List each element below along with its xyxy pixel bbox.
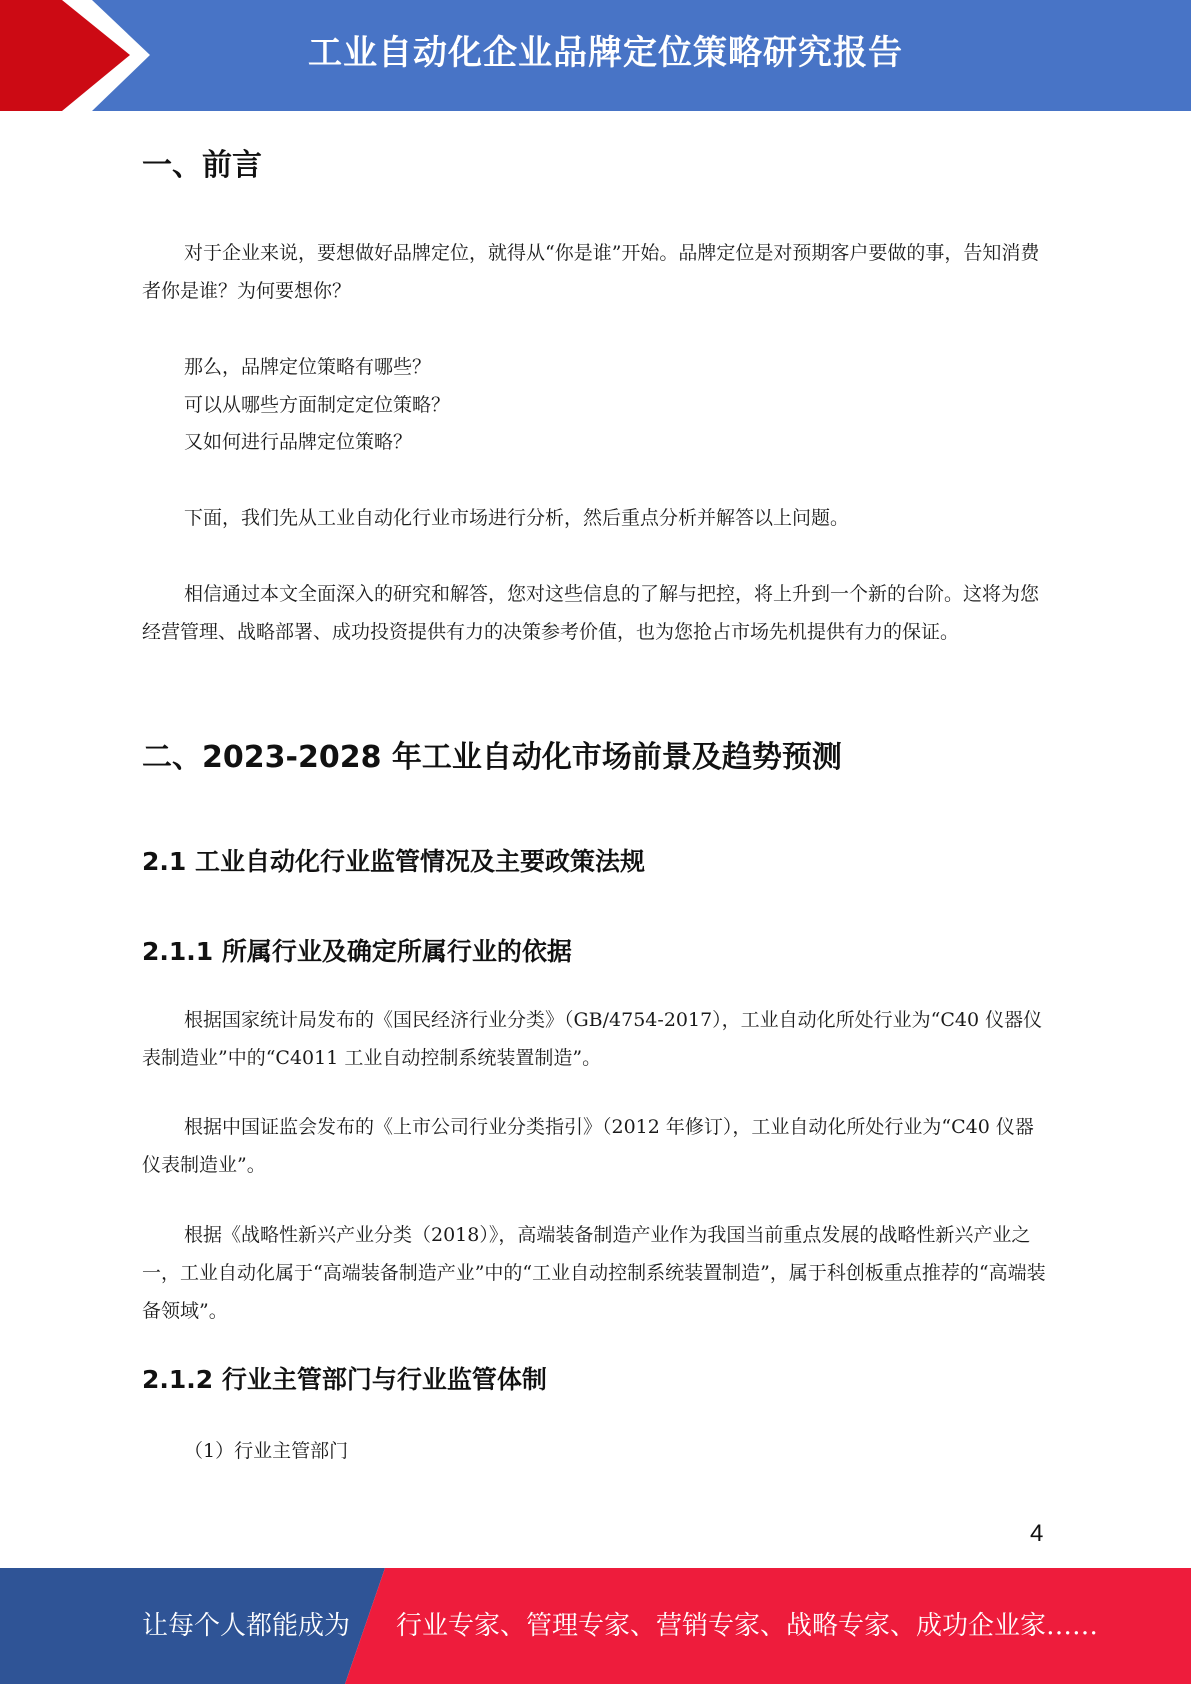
- footer-slogan-left: 让每个人都能成为: [142, 1611, 351, 1641]
- footer-banner: [0, 1568, 1191, 1684]
- paragraph: 根据《战略性新兴产业分类（2018）》，高端装备制造产业作为我国当前重点发展的战略性新兴产业之一，工业自动化属于“高端装备制造产业”中的“工业自动控制系统装置制造”，属于科创板重点推荐的“高端装备领域”。: [142, 1224, 1046, 1322]
- paragraph: 根据国家统计局发布的《国民经济行业分类》（GB/4754-2017），工业自动化所处行业为“C40 仪器仪表制造业”中的“C4011 工业自动控制系统装置制造”。: [142, 1009, 1043, 1069]
- paragraph: 根据中国证监会发布的《上市公司行业分类指引》（2012 年修订），工业自动化所处行业为“C40 仪器仪表制造业”。: [142, 1116, 1034, 1176]
- subsubsection-heading: 2.1.2 行业主管部门与行业监管体制: [142, 1365, 547, 1394]
- list-item: （1）行业主管部门: [184, 1440, 349, 1462]
- paragraph: 相信通过本文全面深入的研究和解答，您对这些信息的了解与把控，将上升到一个新的台阶。这将为您经营管理、战略部署、成功投资提供有力的决策参考价值，也为您抢占市场先机提供有力的保证。: [142, 583, 1040, 643]
- subsection-heading: 2.1 工业自动化行业监管情况及主要政策法规: [142, 847, 645, 876]
- page-number: 4: [1030, 1520, 1044, 1547]
- question-line: 又如何进行品牌定位策略？: [184, 431, 413, 453]
- header-banner: [0, 0, 1191, 111]
- paragraph: 对于企业来说，要想做好品牌定位，就得从“你是谁”开始。品牌定位是对预期客户要做的事，告知消费者你是谁？为何要想你？: [142, 242, 1040, 302]
- subsubsection-heading: 2.1.1 所属行业及确定所属行业的依据: [142, 937, 572, 966]
- footer-slogan-right: 行业专家、管理专家、营销专家、战略专家、成功企业家……: [396, 1611, 1099, 1641]
- paragraph: 下面，我们先从工业自动化行业市场进行分析，然后重点分析并解答以上问题。: [184, 507, 850, 529]
- question-line: 可以从哪些方面制定定位策略？: [184, 394, 451, 416]
- section-heading-forecast: 二、2023-2028 年工业自动化市场前景及趋势预测: [142, 740, 842, 775]
- question-line: 那么，品牌定位策略有哪些？: [184, 356, 432, 378]
- document-title: 工业自动化企业品牌定位策略研究报告: [308, 33, 903, 73]
- section-heading-preface: 一、前言: [142, 148, 262, 183]
- header-chevron-decoration: [0, 0, 160, 111]
